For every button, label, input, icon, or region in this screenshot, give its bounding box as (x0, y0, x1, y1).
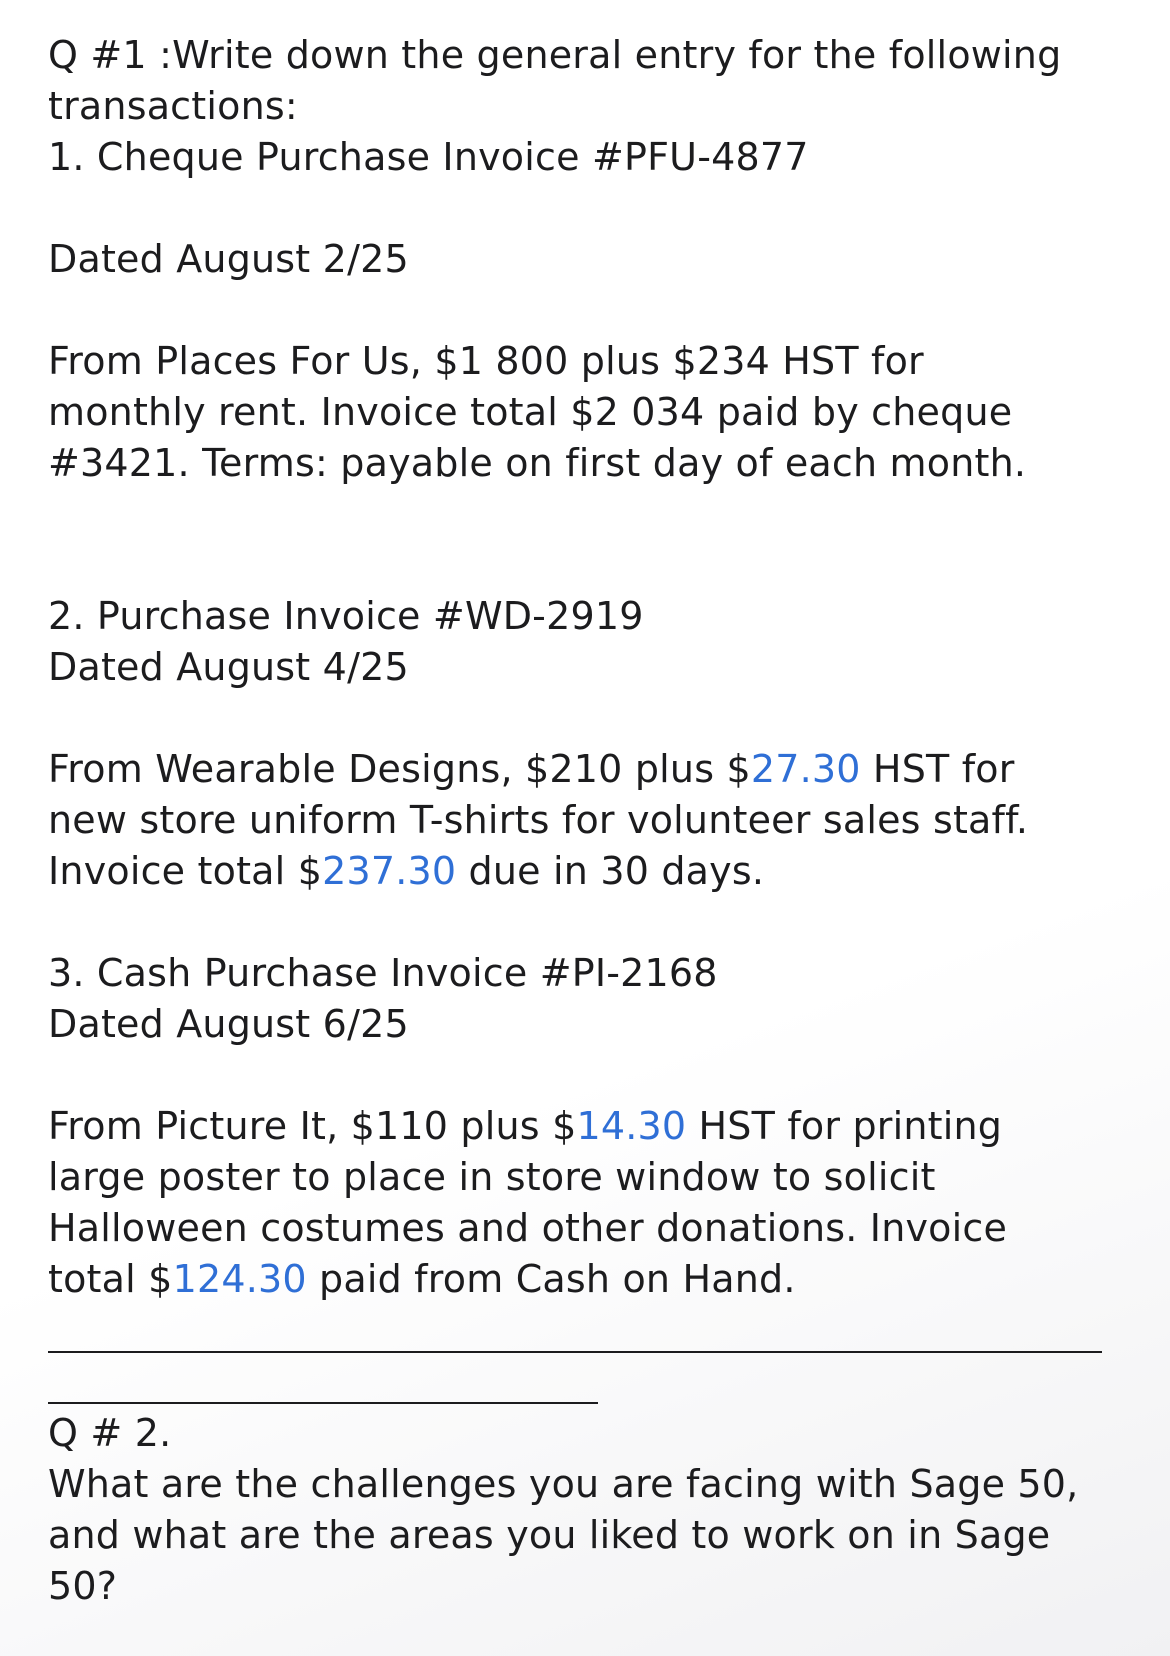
item-1-desc-line-3: #3421. Terms: payable on first day of each month. (48, 441, 1027, 485)
spacer (48, 285, 1128, 336)
item-3-desc-line-1 (48, 1101, 1128, 1152)
q2-line-2: and what are the areas you liked to work on in Sage (48, 1513, 1051, 1557)
item-3-title: 3. Cash Purchase Invoice #PI-2168 (48, 951, 718, 995)
q1-heading-line-1: Q #1 :Write down the general entry for the following (48, 33, 1062, 77)
spacer (48, 897, 1128, 948)
text: Invoice total $ (48, 849, 323, 893)
question-1-block (48, 30, 1128, 1305)
item-3-date: Dated August 6/25 (48, 1002, 409, 1046)
q2-line-3: 50? (48, 1564, 118, 1608)
underline-rule-short (48, 1402, 598, 1404)
item-3-desc-line-2: large poster to place in store window to solicit (48, 1155, 936, 1199)
item-3-desc-line-4 (48, 1254, 1128, 1305)
invoice-total-link[interactable]: 124.30 (172, 1257, 307, 1301)
text: HST for printing (686, 1104, 1003, 1148)
spacer (48, 693, 1128, 744)
item-2-desc-line-1 (48, 744, 1128, 795)
question-2-block (48, 1408, 1128, 1612)
q2-line-1: What are the challenges you are facing with Sage 50, (48, 1462, 1079, 1506)
text: From Picture It, $110 plus $ (48, 1104, 577, 1148)
hst-amount-link[interactable]: 14.30 (576, 1104, 687, 1148)
spacer (48, 489, 1128, 591)
text: due in 30 days. (456, 849, 765, 893)
item-2-desc-line-3 (48, 846, 1128, 897)
item-3-desc-line-3: Halloween costumes and other donations. Invoice (48, 1206, 1008, 1250)
item-1-desc-line-2: monthly rent. Invoice total $2 034 paid by cheque (48, 390, 1013, 434)
text: total $ (48, 1257, 173, 1301)
text: HST for (860, 747, 1015, 791)
hst-amount-link[interactable]: 27.30 (750, 747, 861, 791)
item-1-title: 1. Cheque Purchase Invoice #PFU-4877 (48, 135, 809, 179)
item-2-title: 2. Purchase Invoice #WD-2919 (48, 594, 644, 638)
q2-heading: Q # 2. (48, 1411, 172, 1455)
text: paid from Cash on Hand. (306, 1257, 796, 1301)
item-2-desc-line-2: new store uniform T-shirts for volunteer sales staff. (48, 798, 1029, 842)
item-1-date: Dated August 2/25 (48, 237, 409, 281)
spacer (48, 1050, 1128, 1101)
q1-heading-line-2: transactions: (48, 84, 298, 128)
text: From Wearable Designs, $210 plus $ (48, 747, 751, 791)
item-1-desc-line-1: From Places For Us, $1 800 plus $234 HST for (48, 339, 924, 383)
spacer (48, 183, 1128, 234)
item-2-date: Dated August 4/25 (48, 645, 409, 689)
invoice-total-link[interactable]: 237.30 (322, 849, 457, 893)
underline-rule-long (48, 1351, 1102, 1353)
